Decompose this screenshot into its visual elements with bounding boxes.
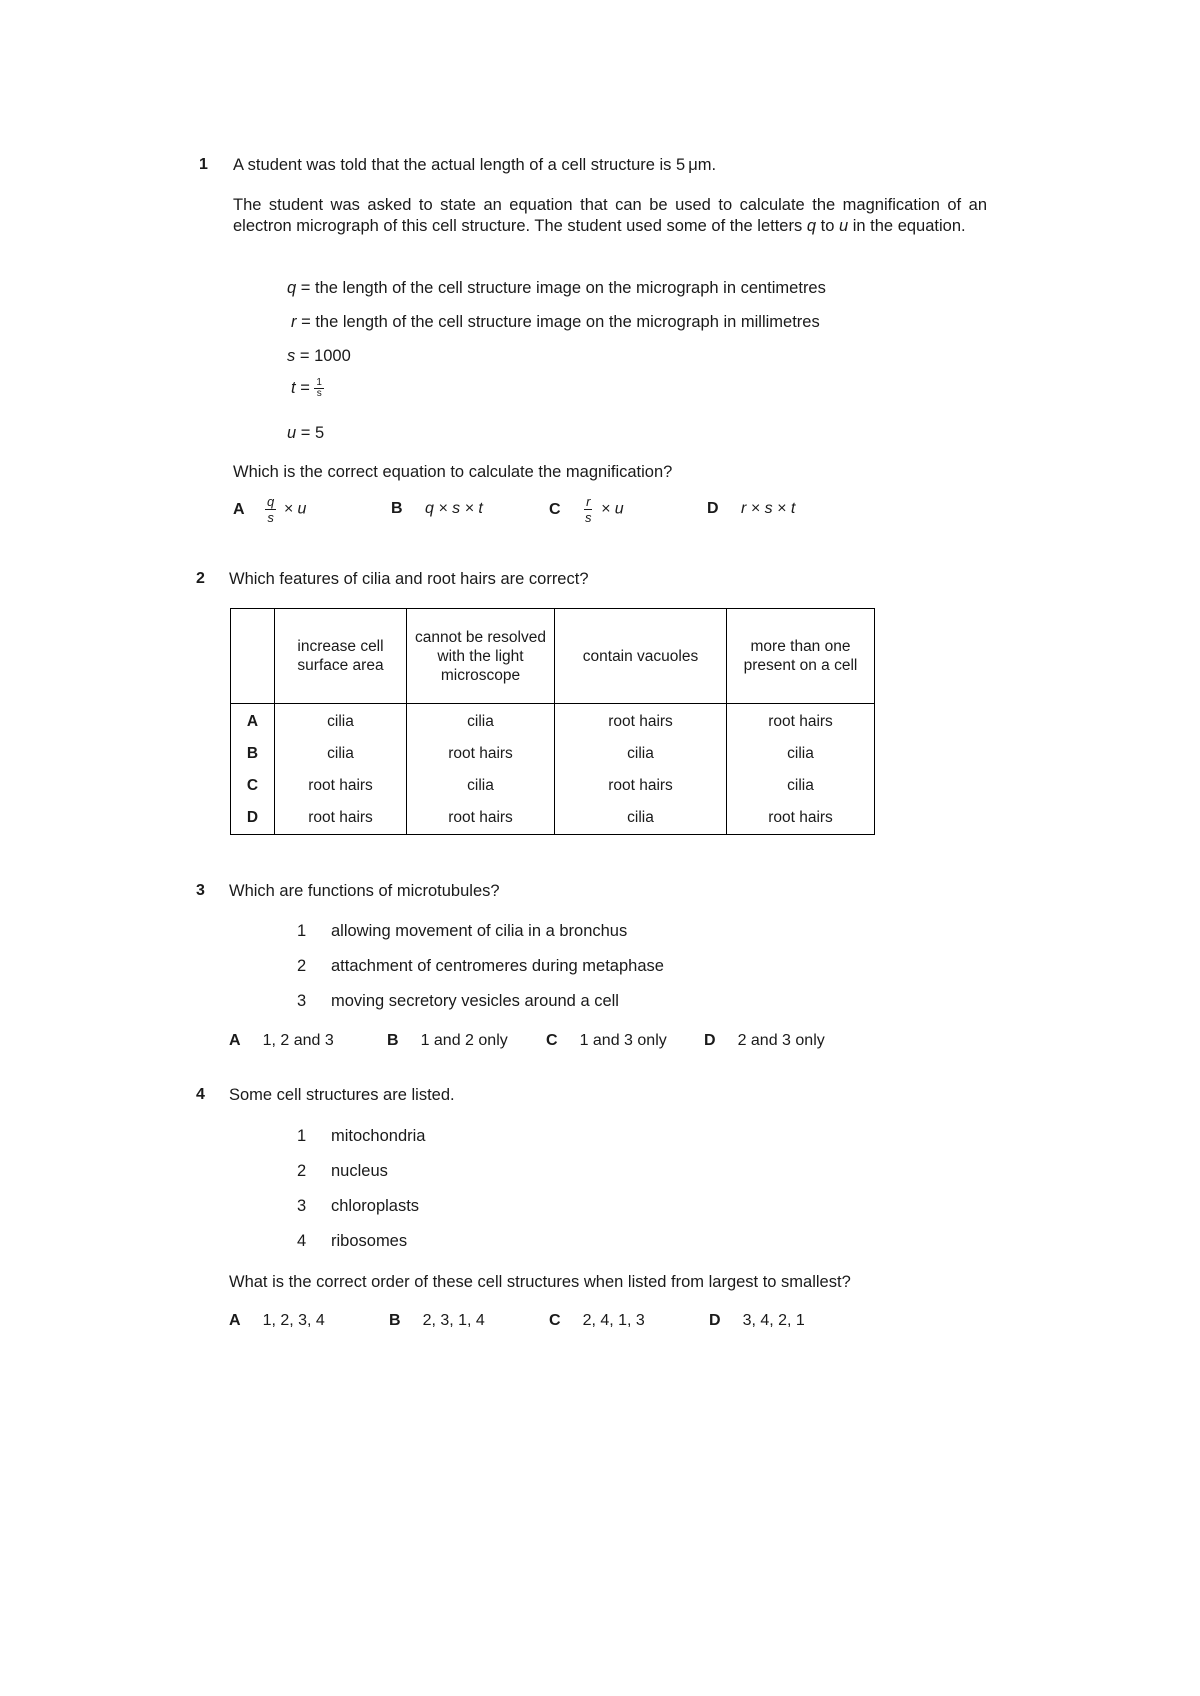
- definition-q: q = the length of the cell structure image on the micrograph in centimetres: [287, 279, 826, 297]
- option-d[interactable]: [707, 500, 795, 518]
- table-cell: root hairs: [727, 704, 875, 739]
- list-item: nucleus: [331, 1162, 388, 1180]
- option-text: 2, 3, 1, 4: [422, 1312, 485, 1329]
- statement-number: 3: [297, 992, 307, 1010]
- var-q: q: [806, 217, 817, 235]
- table-cell: root hairs: [275, 802, 407, 835]
- table-row: [231, 770, 875, 802]
- option-text: q × s × t: [425, 500, 483, 517]
- option-letter: C: [549, 500, 561, 518]
- table-cell: root hairs: [407, 802, 555, 835]
- table-cell: cilia: [727, 738, 875, 770]
- table-row: [231, 704, 875, 739]
- statement-number: 2: [297, 957, 307, 975]
- option-letter: D: [709, 1312, 721, 1329]
- definition-t: t = $\frac{1}{s}$: [291, 377, 322, 399]
- list-number: 1: [297, 1127, 307, 1145]
- option-letter: A: [233, 500, 245, 518]
- option-text: 1, 2 and 3: [262, 1032, 334, 1049]
- fraction-q-over-s: $\frac{q}{s}$: [267, 494, 275, 525]
- list-item: ribosomes: [331, 1232, 408, 1250]
- table-cell: cilia: [555, 738, 727, 770]
- question-number: 4: [196, 1086, 205, 1103]
- table-cell: cilia: [275, 704, 407, 739]
- question-number: 2: [196, 570, 205, 587]
- option-d[interactable]: [704, 1032, 825, 1050]
- option-letter: B: [391, 500, 403, 517]
- table-cell: cilia: [407, 770, 555, 802]
- table-cell: root hairs: [555, 770, 727, 802]
- question-stem: Which features of cilia and root hairs are correct?: [229, 570, 589, 588]
- table-cell: cilia: [555, 802, 727, 835]
- row-label: D: [231, 802, 275, 835]
- table-row: [231, 738, 875, 770]
- list-number: 4: [297, 1232, 307, 1250]
- table-cell: cilia: [275, 738, 407, 770]
- table-cell: root hairs: [275, 770, 407, 802]
- statement-text: attachment of centromeres during metaphase: [331, 957, 664, 975]
- fraction-one-over-s: $\frac{1}{s}$: [316, 377, 322, 399]
- table-cell: root hairs: [727, 802, 875, 835]
- option-text: 3, 4, 2, 1: [742, 1312, 805, 1329]
- option-letter: C: [549, 1312, 561, 1329]
- statement-number: 1: [297, 922, 307, 940]
- option-text: r × s × t: [741, 500, 796, 517]
- option-text: 1 and 3 only: [579, 1032, 667, 1049]
- stem-unit: μm.: [688, 156, 717, 174]
- option-text: 2 and 3 only: [737, 1032, 825, 1049]
- question-prompt: Which is the correct equation to calculate the magnification?: [233, 463, 673, 481]
- option-letter: A: [229, 1032, 241, 1049]
- option-letter: A: [229, 1312, 241, 1329]
- option-a[interactable]: [233, 494, 306, 525]
- option-text: × u: [283, 500, 307, 518]
- column-header: more than one present on a cell: [727, 609, 875, 704]
- column-header: increase cell surface area: [275, 609, 407, 704]
- option-letter: D: [707, 500, 719, 517]
- table-cell: root hairs: [407, 738, 555, 770]
- row-label: A: [231, 704, 275, 739]
- row-label: C: [231, 770, 275, 802]
- option-c[interactable]: [546, 1032, 667, 1050]
- fraction-r-over-s: $\frac{r}{s}$: [585, 494, 592, 525]
- option-text: 1 and 2 only: [420, 1032, 508, 1049]
- question-number: 1: [199, 156, 208, 173]
- question-stem: [233, 156, 716, 175]
- option-a[interactable]: [229, 1032, 334, 1050]
- definition-r: r = the length of the cell structure image on the micrograph in millimetres: [291, 313, 820, 331]
- option-a[interactable]: [229, 1312, 325, 1330]
- option-text: 1, 2, 3, 4: [262, 1312, 325, 1329]
- option-letter: C: [546, 1032, 558, 1049]
- table-cell: cilia: [407, 704, 555, 739]
- list-number: 2: [297, 1162, 307, 1180]
- column-header: contain vacuoles: [555, 609, 727, 704]
- option-c[interactable]: [549, 494, 624, 525]
- option-d[interactable]: [709, 1312, 805, 1330]
- column-header: cannot be resolved with the light microscope: [407, 609, 555, 704]
- question-prompt: What is the correct order of these cell structures when listed from largest to smallest?: [229, 1273, 851, 1291]
- option-letter: B: [387, 1032, 399, 1049]
- table-cell: cilia: [727, 770, 875, 802]
- context-to: to: [820, 217, 835, 235]
- option-letter: B: [389, 1312, 401, 1329]
- option-text: 2, 4, 1, 3: [582, 1312, 645, 1329]
- option-b[interactable]: [389, 1312, 485, 1330]
- context-text: The student was asked to state an equation that can be used to calculate the magnification of an electron micrograph of this cell structure. The student used some of the letters: [233, 196, 987, 235]
- list-item: mitochondria: [331, 1127, 426, 1145]
- definition-s: s = 1000: [287, 347, 351, 365]
- question-number: 3: [196, 882, 205, 899]
- option-letter: D: [704, 1032, 716, 1049]
- features-table: [230, 608, 875, 835]
- table-header-row: [231, 609, 875, 704]
- list-number: 3: [297, 1197, 307, 1215]
- definition-u: u = 5: [287, 424, 325, 442]
- var-u: u: [838, 217, 849, 235]
- table-corner-cell: [231, 609, 275, 704]
- row-label: B: [231, 738, 275, 770]
- option-text: × u: [600, 500, 624, 518]
- list-item: chloroplasts: [331, 1197, 420, 1215]
- stem-text: A student was told that the actual length of a cell structure is 5: [233, 156, 686, 174]
- option-b[interactable]: [391, 500, 483, 518]
- question-context: [233, 195, 987, 237]
- context-end: in the equation.: [852, 217, 966, 235]
- option-c[interactable]: [549, 1312, 645, 1330]
- table-row: [231, 802, 875, 835]
- statement-text: moving secretory vesicles around a cell: [331, 992, 619, 1010]
- question-stem: Which are functions of microtubules?: [229, 882, 500, 900]
- table-cell: root hairs: [555, 704, 727, 739]
- question-stem: Some cell structures are listed.: [229, 1086, 455, 1104]
- statement-text: allowing movement of cilia in a bronchus: [331, 922, 628, 940]
- option-b[interactable]: [387, 1032, 508, 1050]
